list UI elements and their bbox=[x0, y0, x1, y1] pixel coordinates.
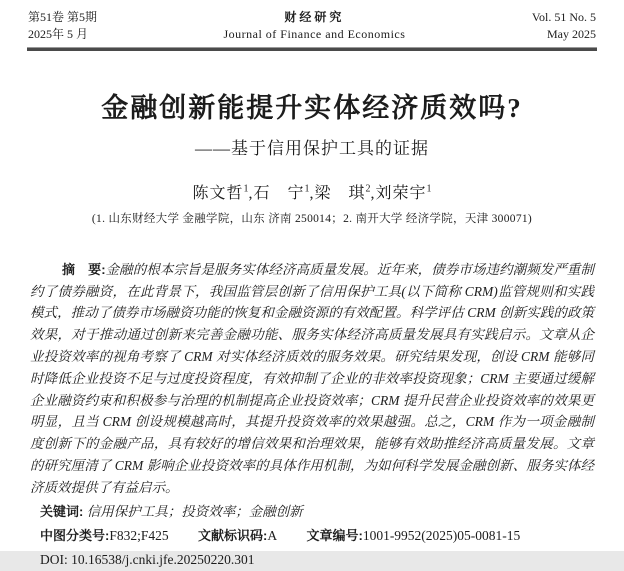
author-name: 梁 琪 bbox=[314, 184, 366, 202]
author-separator: , bbox=[248, 184, 254, 202]
masthead-divider bbox=[27, 47, 597, 51]
keywords-label: 关键词: bbox=[40, 503, 84, 519]
paper-subtitle: ——基于信用保护工具的证据 bbox=[195, 138, 429, 158]
paper-title: 金融创新能提升实体经济质效吗? bbox=[101, 92, 523, 123]
keywords-text: 信用保护工具；投资效率；金融创新 bbox=[86, 503, 303, 519]
author-affil-marker: 2 bbox=[365, 183, 371, 195]
author-separator: , bbox=[370, 184, 376, 202]
author-name: 刘荣宇 bbox=[375, 184, 427, 202]
doc-code-group bbox=[198, 528, 277, 543]
date-cn: 2025年 5 月 bbox=[28, 27, 89, 42]
doc-code-label: 文献标识码: bbox=[198, 527, 268, 543]
keywords-line bbox=[40, 500, 596, 523]
article-id-label: 文章编号: bbox=[306, 527, 363, 543]
author-name: 石 宁 bbox=[253, 184, 305, 202]
issue-info-en bbox=[532, 9, 596, 44]
author-name: 陈文哲 bbox=[192, 184, 244, 202]
clc-value: F832;F425 bbox=[109, 527, 169, 543]
volume-issue-en: Vol. 51 No. 5 bbox=[531, 10, 596, 24]
journal-name-cn: 财经研究 bbox=[284, 10, 345, 24]
author-affil-marker: 1 bbox=[304, 183, 310, 195]
doc-code-value: A bbox=[267, 527, 278, 543]
journal-name-block bbox=[223, 9, 405, 44]
abstract-paragraph bbox=[30, 259, 594, 499]
doi-line: DOI: 10.16538/j.cnki.jfe.20250220.301 bbox=[40, 551, 255, 567]
article-id-value: 1001-9952(2025)05-0081-15 bbox=[362, 527, 521, 543]
abstract-text: 金融的根本宗旨是服务实体经济高质量发展。近年来，债券市场违约潮频发严重制约了债券融资，在此背景下，我国监管层创新了信用保护工具(以下简称 CRM)监管规则和实践模式，推动了债券市场融资功能的恢复和金融资源的有效配置。科学评估 CRM 创新实践的政策效果，对于推动通过创新来完善金融功能、服务实体经济高质量发展具有实践启示。文章从企业投资效率的视角考察了 CRM 对实体经济质效的服务效果。研究结果发现，创设 CRM 能够同时降低企业投资不足与过度投资程度，有效抑制了企业的非效率投资现象；CRM 主要通过缓解企业融资约束和积极参与治理的机制提高企业投资效率；CRM 提升民营企业投资效率的效果更明显，且当 CRM 创设规模越高时，其提升投资效率的效果越强。总之，CRM 作为一项金融制度创新下的金融产品，具有较好的增信效果和治理效果，能够有效助推经济高质量发展。文章的研究厘清了 CRM 影响企业投资效率的具体作用机制，为如何科学发展金融创新、服务实体经济质效提供了有益启示。 bbox=[30, 261, 594, 495]
volume-issue-cn: 第51卷 第5期 bbox=[28, 10, 98, 24]
author-separator: , bbox=[309, 184, 315, 202]
classification-line bbox=[40, 524, 596, 547]
abstract-label: 摘 要: bbox=[62, 261, 106, 277]
affiliation-line: (1. 山东财经大学 金融学院，山东 济南 250014；2. 南开大学 经济学院，天津 300071) bbox=[91, 212, 533, 225]
article-id-group bbox=[306, 528, 520, 543]
journal-name-en: Journal of Finance and Economics bbox=[223, 27, 406, 42]
date-en: May 2025 bbox=[546, 27, 596, 42]
authors-line bbox=[0, 180, 624, 203]
author-affil-marker: 1 bbox=[243, 183, 249, 195]
journal-masthead bbox=[0, 0, 624, 44]
clc-group bbox=[40, 528, 169, 543]
author-affil-marker: 1 bbox=[426, 183, 432, 195]
clc-label: 中图分类号: bbox=[40, 527, 110, 543]
issue-info bbox=[28, 9, 97, 44]
